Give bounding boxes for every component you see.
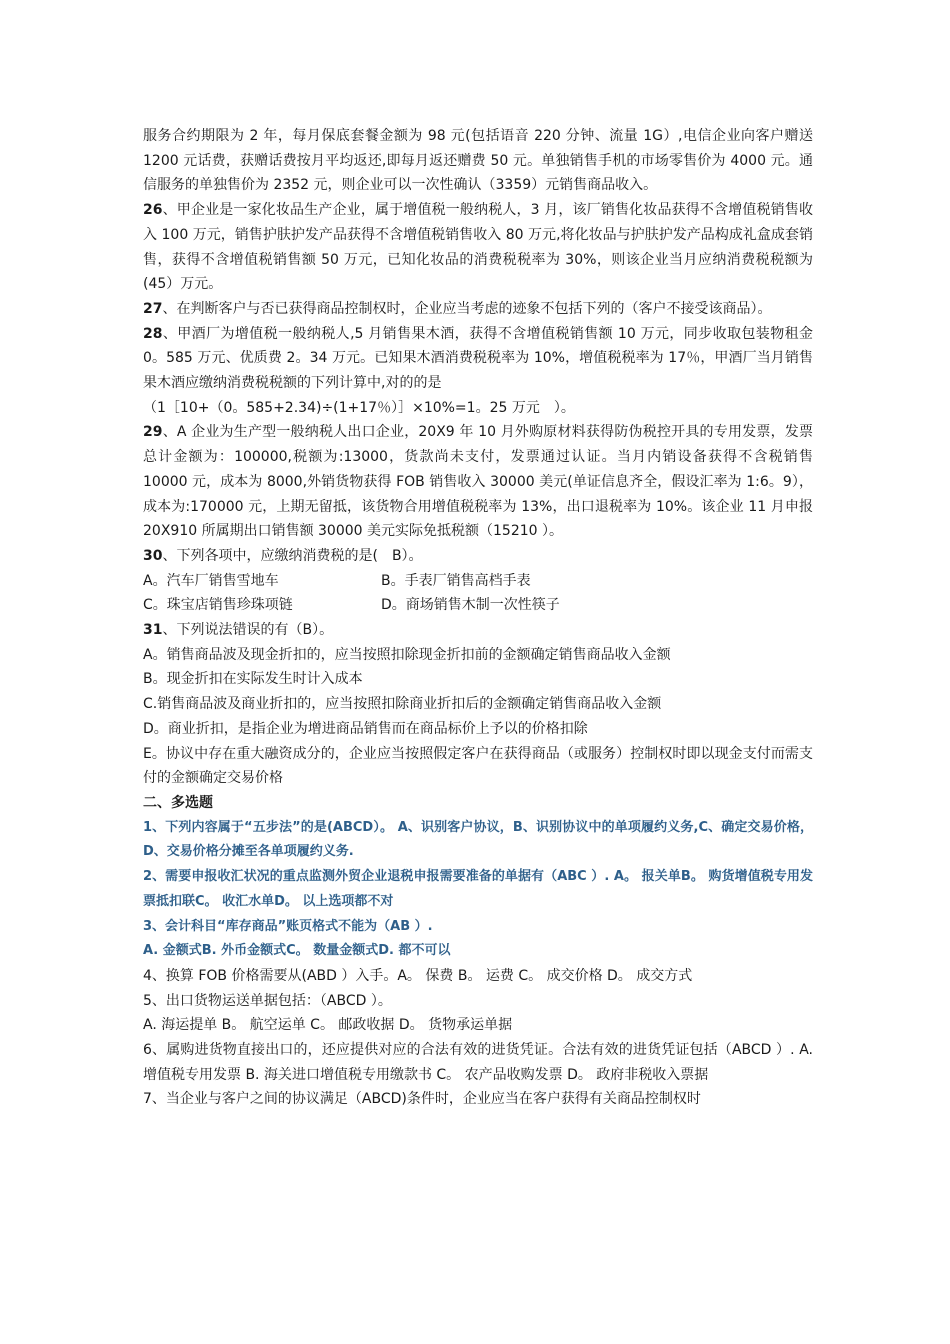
multi-question-1: 1、下列内容属于“五步法”的是(ABCD）。 A、识别客户协议，B、识别协议中的单项履约义务,C、确定交易价格，D、交易价格分摊至各单项履约义务. — [143, 819, 813, 860]
option-b: B。手表厂销售高档手表 — [381, 572, 531, 589]
option-c: C。珠宝店销售珍珠项链 — [143, 597, 293, 614]
question-text: 、下列各项中，应缴纳消费税的是( B）。 — [162, 547, 423, 564]
question-30-options-row-1 — [143, 569, 813, 594]
multi-question-7: 7、当企业与客户之间的协议满足（ABCD)条件时，企业应当在客户获得有关商品控制权时 — [143, 1091, 701, 1108]
question-text: 、在判断客户与否已获得商品控制权时，企业应当考虑的迹象不包括下列的（客户不接受该商品）。 — [162, 300, 772, 317]
option-d: D。商场销售木制一次性筷子 — [381, 597, 560, 614]
document-page — [143, 124, 813, 1112]
option-b: B。现金折扣在实际发生时计入成本 — [143, 671, 363, 688]
option-e: E。协议中存在重大融资成分的，企业应当按照假定客户在获得商品（或服务）控制权时即以现金支付而需支付的金额确定交易价格 — [143, 745, 813, 787]
question-text: 、下列说法错误的有（B）。 — [162, 622, 334, 639]
question-number: 26 — [143, 202, 163, 219]
question-text: 、A 企业为生产型一般纳税人出口企业，20X9 年 10 月外购原材料获得防伪税控开具的专用发票，发票总计金额为：100000,税额为:13000，货款尚未支付，发票通过认证。当月内销设备获得不含税销售 10000 元，成本为 8000,外销货物获得 FOB 销售收入 30000 美元(单证信息齐全，假设汇率为 1:6。9），成本为:170000 元，上期无留抵，该货物合用增值税税率为 13%，出口退税率为 10%。该企业 11 月申报 20X910 所属期出口销售额 30000 美元实际免抵税额（15210 ）。 — [143, 424, 813, 540]
multi-question-3: 3、会计科目“库存商品”账页格式不能为（AB ）. — [143, 918, 433, 934]
question-27 — [143, 297, 813, 322]
option-a: A。汽车厂销售雪地车 — [143, 572, 279, 589]
question-number: 30 — [143, 547, 163, 564]
question-text: 、甲企业是一家化妆品生产企业，属于增值税一般纳税人，3 月，该厂销售化妆品获得不含增值税销售收入 100 万元，销售护肤护发产品获得不含增值税销售收入 80 万元,将化妆品与护肤护发产品构成礼盒成套销售，获得不含增值税销售额 50 万元，已知化妆品的消费税税率为 30%，则该企业当月应纳消费税税额为(45）万元。 — [143, 202, 813, 293]
multi-question-6: 6、属购进货物直接出口的，还应提供对应的合法有效的进货凭证。合法有效的进货凭证包括（ABCD ）. A. 增值税专用发票 B. 海关进口增值税专用缴款书 C。 农产品收购发票 D。 政府非税收入票据 — [143, 1042, 813, 1083]
multi-question-4: 4、换算 FOB 价格需要从(ABD ）入手。A。 保费 B。 运费 C。 成交价格 D。 成交方式 — [143, 967, 693, 984]
multi-question-5-options: A. 海运提单 B。 航空运单 C。 邮政收据 D。 货物承运单据 — [143, 1017, 513, 1034]
multi-question-3-options: A. 金额式B. 外币金额式C。 数量金额式D. 都不可以 — [143, 943, 451, 959]
question-number: 29 — [143, 424, 163, 441]
question-29 — [143, 420, 813, 544]
paragraph-continuation: 服务合约期限为 2 年，每月保底套餐金额为 98 元(包括语音 220 分钟、流量 1G）,电信企业向客户赠送 1200 元话费，获赠话费按月平均返还,即每月返还赠费 50 元。单独销售手机的市场零售价为 4000 元。通信服务的单独售价为 2352 元，则企业可以一次性确认（3359）元销售商品收入。 — [143, 128, 813, 194]
question-28 — [143, 322, 813, 396]
question-text: 、甲酒厂为增值税一般纳税人,5 月销售果木酒，获得不含增值税销售额 10 万元，同步收取包装物租金 0。585 万元、优质费 2。34 万元。已知果木酒消费税税率为 10%，增值税税率为 17％，甲酒厂当月销售果木酒应缴纳消费税税额的下列计算中,对的的是 — [143, 325, 813, 392]
section-heading-multiple-choice: 二、多选题 — [143, 794, 213, 811]
question-number: 28 — [143, 325, 163, 342]
question-number: 27 — [143, 300, 163, 317]
option-d: D。商业折扣，是指企业为增进商品销售而在商品标价上予以的价格扣除 — [143, 720, 588, 737]
question-31 — [143, 618, 813, 643]
question-number: 31 — [143, 622, 163, 639]
option-c: C.销售商品波及商业折扣的，应当按照扣除商业折扣后的金额确定销售商品收入金额 — [143, 696, 662, 713]
question-26 — [143, 198, 813, 297]
question-30-options-row-2 — [143, 593, 813, 618]
multi-question-2: 2、需要申报收汇状况的重点监测外贸企业退税申报需要准备的单据有（ABC ）. A。 报关单B。 购货增值税专用发票抵扣联C。 收汇水单D。 以上选项都不对 — [143, 869, 813, 909]
question-28-formula: （1［10+（0。585+2.34)÷(1+17％）］×10%=1。25 万元 ）。 — [143, 399, 575, 416]
multi-question-5: 5、出口货物运送单据包括：（ABCD ）。 — [143, 992, 392, 1009]
question-30 — [143, 544, 813, 569]
option-a: A。销售商品波及现金折扣的，应当按照扣除现金折扣前的金额确定销售商品收入金额 — [143, 646, 671, 663]
